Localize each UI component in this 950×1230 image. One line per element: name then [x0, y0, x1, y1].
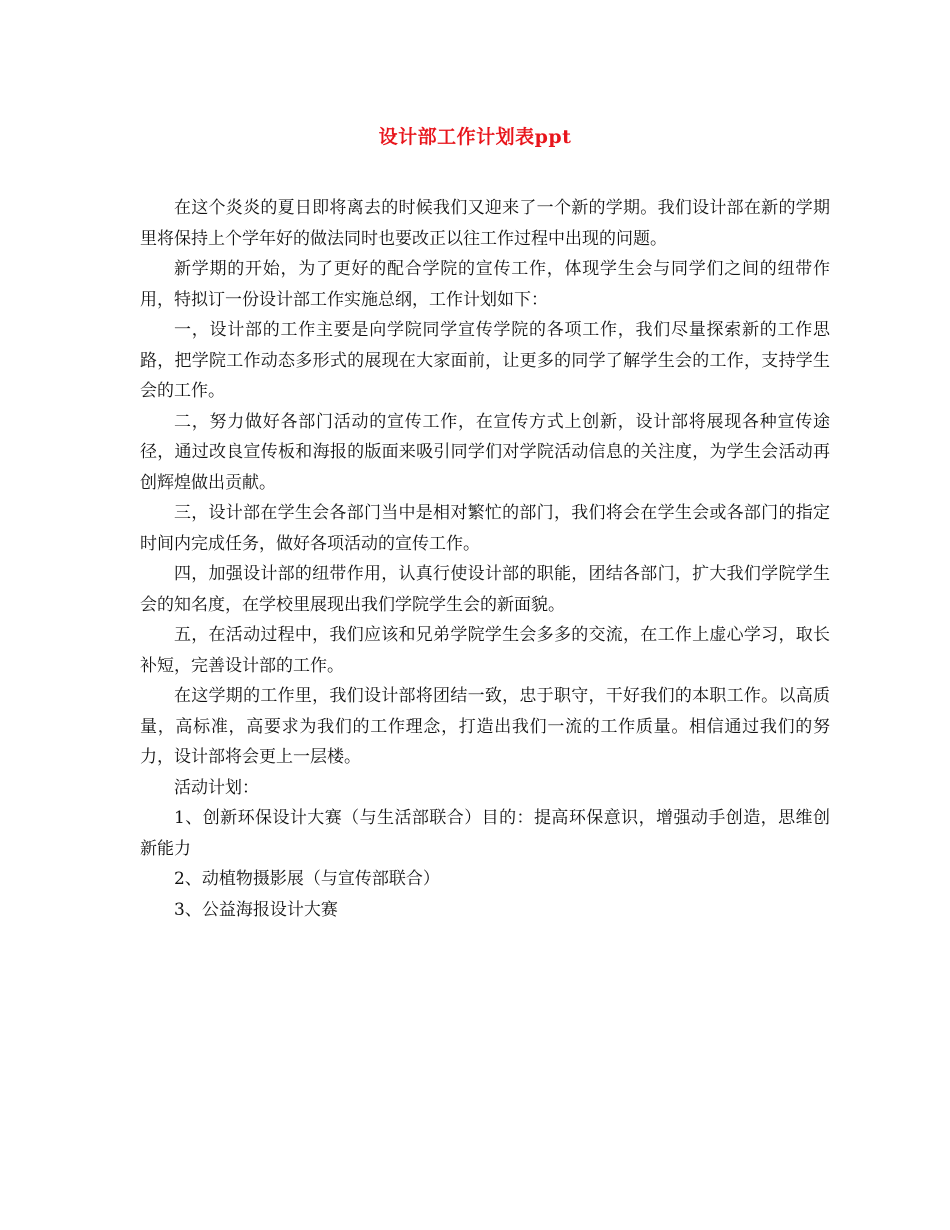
activity-item-1: 1、创新环保设计大赛（与生活部联合）目的：提高环保意识，增强动手创造，思维创新能力 — [140, 808, 830, 859]
activity-item-2: 2、动植物摄影展（与宣传部联合） — [174, 869, 440, 889]
paragraph-item-5: 五，在活动过程中，我们应该和兄弟学院学生会多多的交流，在工作上虚心学习，取长补短，完善设计部的工作。 — [140, 625, 830, 676]
paragraph-item-3: 三，设计部在学生会各部门当中是相对繁忙的部门，我们将会在学生会或各部门的指定时间内完成任务，做好各项活动的宣传工作。 — [140, 503, 830, 554]
paragraph-summary: 在这学期的工作里，我们设计部将团结一致，忠于职守，干好我们的本职工作。以高质量，高标准，高要求为我们的工作理念，打造出我们一流的工作质量。相信通过我们的努力，设计部将会更上一层楼。 — [140, 686, 830, 767]
paragraph-item-2: 二，努力做好各部门活动的宣传工作，在宣传方式上创新，设计部将展现各种宣传途径，通过改良宣传板和海报的版面来吸引同学们对学院活动信息的关注度，为学生会活动再创辉煌做出贡献。 — [140, 411, 830, 493]
paragraph-item-4: 四，加强设计部的纽带作用，认真行使设计部的职能，团结各部门，扩大我们学院学生会的知名度，在学校里展现出我们学院学生会的新面貌。 — [140, 564, 830, 615]
document-title: 设计部工作计划表ppt — [378, 126, 572, 148]
paragraph-item-1: 一，设计部的工作主要是向学院同学宣传学院的各项工作，我们尽量探索新的工作思路，把学院工作动态多形式的展现在大家面前，让更多的同学了解学生会的工作，支持学生会的工作。 — [140, 320, 830, 401]
activity-item-3: 3、公益海报设计大赛 — [174, 899, 338, 920]
document-body — [140, 193, 830, 925]
paragraph-purpose: 新学期的开始，为了更好的配合学院的宣传工作，体现学生会与同学们之间的纽带作用，特拟订一份设计部工作实施总纲，工作计划如下： — [140, 259, 830, 310]
activity-plan-heading: 活动计划： — [174, 777, 259, 798]
paragraph-intro: 在这个炎炎的夏日即将离去的时候我们又迎来了一个新的学期。我们设计部在新的学期里将保持上个学年好的做法同时也要改正以往工作过程中出现的问题。 — [140, 198, 830, 249]
